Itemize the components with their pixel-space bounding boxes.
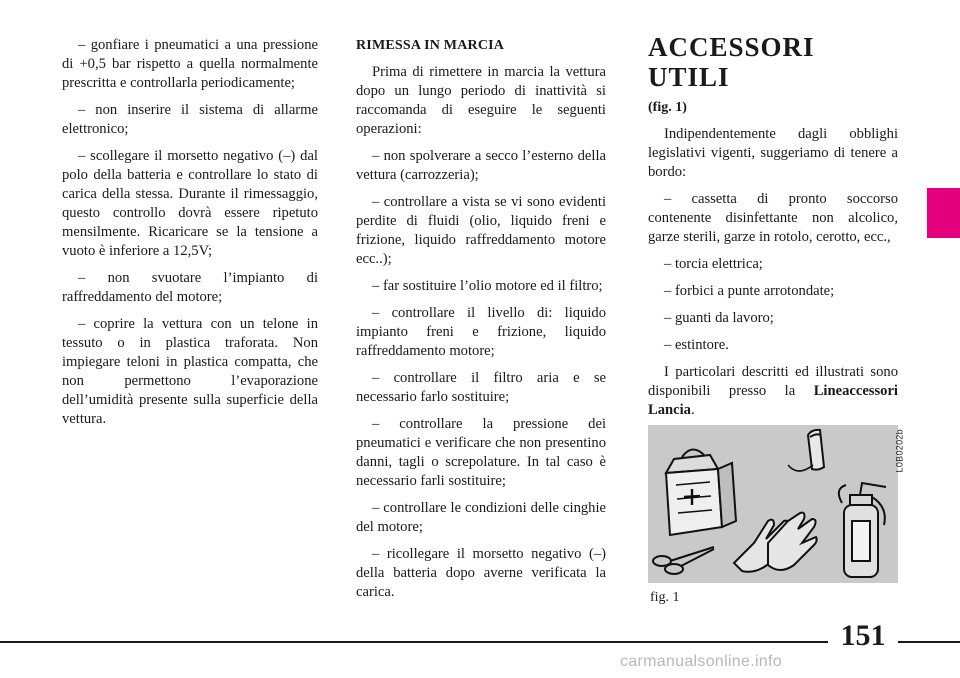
accessories-illustration [648, 425, 898, 583]
closing-paragraph [648, 363, 898, 420]
accessories-figure [648, 425, 904, 583]
page-title: ACCESSORI UTILI [648, 32, 815, 92]
figure-caption: fig. 1 [650, 590, 680, 605]
closing-end: . [690, 402, 695, 418]
paragraph: – guanti da lavoro; [664, 310, 774, 326]
left-text-column [62, 36, 318, 437]
scissors-icon [653, 547, 714, 574]
paragraph: – forbici a punte arrotondate; [664, 283, 835, 299]
figure-reference: (fig. 1) [648, 100, 687, 115]
flashlight-icon [788, 430, 824, 471]
gloves-icon [734, 513, 817, 572]
paragraph: – ricollegare il morsetto negativo (–) della batteria dopo averne verificata la carica. [356, 546, 606, 600]
right-text-column [648, 32, 898, 428]
paragraph: – non inserire il sistema di allarme elettronico; [62, 102, 318, 137]
paragraph: – cassetta di pronto soccorso contenente disinfettante non alcolico, garze sterili, garze in rotolo, cerotto, ecc., [648, 191, 898, 245]
paragraph: – scollegare il morsetto negativo (–) dal polo della batteria e controllare lo stato di carica della stessa. Durante il rimessaggio, questo controllo dovrà essere ripetuto mensilmente. Ricaricare se la tensione a vuoto è inferiore a 12,5V; [62, 148, 318, 259]
watermark: carmanualsonline.info [620, 653, 782, 670]
paragraph: – coprire la vettura con un telone in tessuto o in plastica traforata. Non impiegare teloni in plastica compatta, che non permettono l’evaporazione dell’umidità presente sulla superficie della vettura. [62, 316, 318, 427]
paragraph: – non spolverare a secco l’esterno della vettura (carrozzeria); [356, 148, 606, 183]
paragraph: – controllare la pressione dei pneumatici e verificare che non presentino danni, tagli o screpolature. In tal caso è necessario farli sostituire; [356, 416, 606, 489]
middle-text-column [356, 36, 606, 610]
first-aid-kit-icon [666, 449, 736, 535]
section-heading: RIMESSA IN MARCIA [356, 38, 505, 53]
brand-name: Lineaccessori Lancia [648, 383, 898, 418]
footer-rule [0, 641, 960, 643]
paragraph: – controllare il filtro aria e se necessario farlo sostituire; [356, 370, 606, 405]
figure-code: L0B0202b [894, 429, 904, 473]
paragraph: – controllare a vista se vi sono evidenti perdite di fluidi (olio, liquido freni e frizione, liquido raffreddamento motore ecc..); [356, 194, 606, 267]
paragraph: – estintore. [664, 337, 729, 353]
fire-extinguisher-icon [839, 483, 886, 577]
section-tab [927, 188, 960, 238]
closing-text: I particolari descritti ed illustrati sono disponibili presso la [648, 364, 898, 399]
paragraph: – gonfiare i pneumatici a una pressione di +0,5 bar rispetto a quella normalmente prescritta e controllarla periodicamente; [62, 37, 318, 91]
page-number: 151 [828, 618, 898, 654]
paragraph: – torcia elettrica; [664, 256, 763, 272]
paragraph: Prima di rimettere in marcia la vettura dopo un lungo periodo di inattività si raccomanda di eseguire le seguenti operazioni: [356, 64, 606, 137]
paragraph: – controllare le condizioni delle cinghie del motore; [356, 500, 606, 535]
paragraph: – controllare il livello di: liquido impianto freni e frizione, liquido raffreddamento motore; [356, 305, 606, 359]
paragraph: Indipendentemente dagli obblighi legislativi vigenti, suggeriamo di tenere a bordo: [648, 126, 898, 180]
paragraph: – far sostituire l’olio motore ed il filtro; [372, 278, 603, 294]
paragraph: – non svuotare l’impianto di raffreddamento del motore; [62, 270, 318, 305]
